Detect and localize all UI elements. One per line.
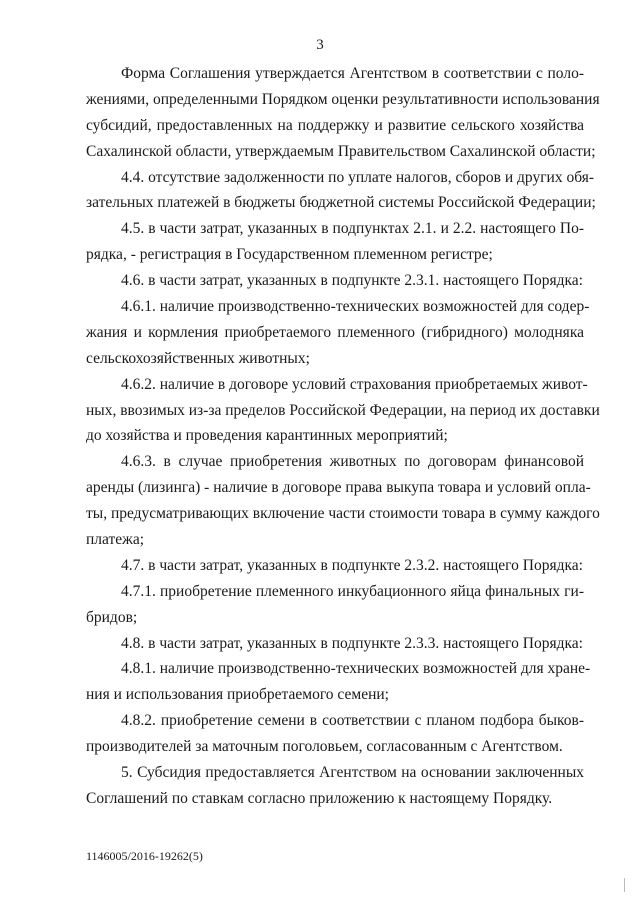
text-line: 4.8.2. приобретение семени в соответствии с планом подбора быков- <box>121 712 584 730</box>
text-line: зательных платежей в бюджеты бюджетной системы Российской Федерации; <box>86 194 596 212</box>
text-line: ния и использования приобретаемого семени; <box>86 686 389 704</box>
text-line: до хозяйства и проведения карантинных мероприятий; <box>86 427 448 445</box>
text-line: субсидий, предоставленных на поддержку и развитие сельского хозяйства <box>86 116 584 134</box>
text-line: 4.6. в части затрат, указанных в подпункте 2.3.1. настоящего Порядка: <box>121 272 583 290</box>
text-line: жениями, определенными Порядком оценки результативности использования <box>86 90 600 108</box>
text-line: ных, ввозимых из-за пределов Российской Федерации, на период их доставки <box>86 401 600 419</box>
text-line: 4.6.3. в случае приобретения животных по договорам финансовой <box>121 453 584 471</box>
text-line: Форма Соглашения утверждается Агентством в соответствии с поло- <box>121 65 584 82</box>
margin-mark <box>624 878 628 892</box>
text-line: 5. Субсидия предоставляется Агентством на основании заключенных <box>121 764 584 782</box>
document-code: 1146005/2016-19262(5) <box>86 849 203 863</box>
text-line: 4.5. в части затрат, указанных в подпунктах 2.1. и 2.2. настоящего По- <box>121 220 584 238</box>
text-line: 4.6.1. наличие производственно-технических возможностей для содер- <box>121 298 590 316</box>
text-line: 4.7. в части затрат, указанных в подпункте 2.3.2. настоящего Порядка: <box>121 556 583 574</box>
page-number: 3 <box>316 37 324 53</box>
text-line: Соглашений по ставкам согласно приложению к настоящему Порядку. <box>86 789 553 807</box>
document-body <box>86 61 600 812</box>
text-line: 4.8. в части затрат, указанных в подпункте 2.3.3. настоящего Порядка: <box>121 634 583 652</box>
text-line: рядка, - регистрация в Государственном племенном регистре; <box>86 246 493 264</box>
text-line: аренды (лизинга) - наличие в договоре права выкупа товара и условий опла- <box>86 479 591 497</box>
text-line: 4.7.1. приобретение племенного инкубационного яйца финальных ги- <box>121 582 584 600</box>
text-line: бридов; <box>86 608 138 626</box>
text-line: сельскохозяйственных животных; <box>86 349 310 367</box>
text-line: производителей за маточным поголовьем, согласованным с Агентством. <box>86 738 563 756</box>
text-line: жания и кормления приобретаемого племенного (гибридного) молодняка <box>86 323 584 341</box>
text-line: 4.6.2. наличие в договоре условий страхования приобретаемых живот- <box>121 375 588 393</box>
text-line: 4.4. отсутствие задолженности по уплате налогов, сборов и других обя- <box>121 168 595 186</box>
text-line: Сахалинской области, утверждаемым Правительством Сахалинской области; <box>86 142 596 160</box>
text-line: ты, предусматривающих включение части стоимости товара в сумму каждого <box>86 505 600 523</box>
text-line: платежа; <box>86 531 145 549</box>
text-line: 4.8.1. наличие производственно-технических возможностей для хране- <box>121 660 591 678</box>
